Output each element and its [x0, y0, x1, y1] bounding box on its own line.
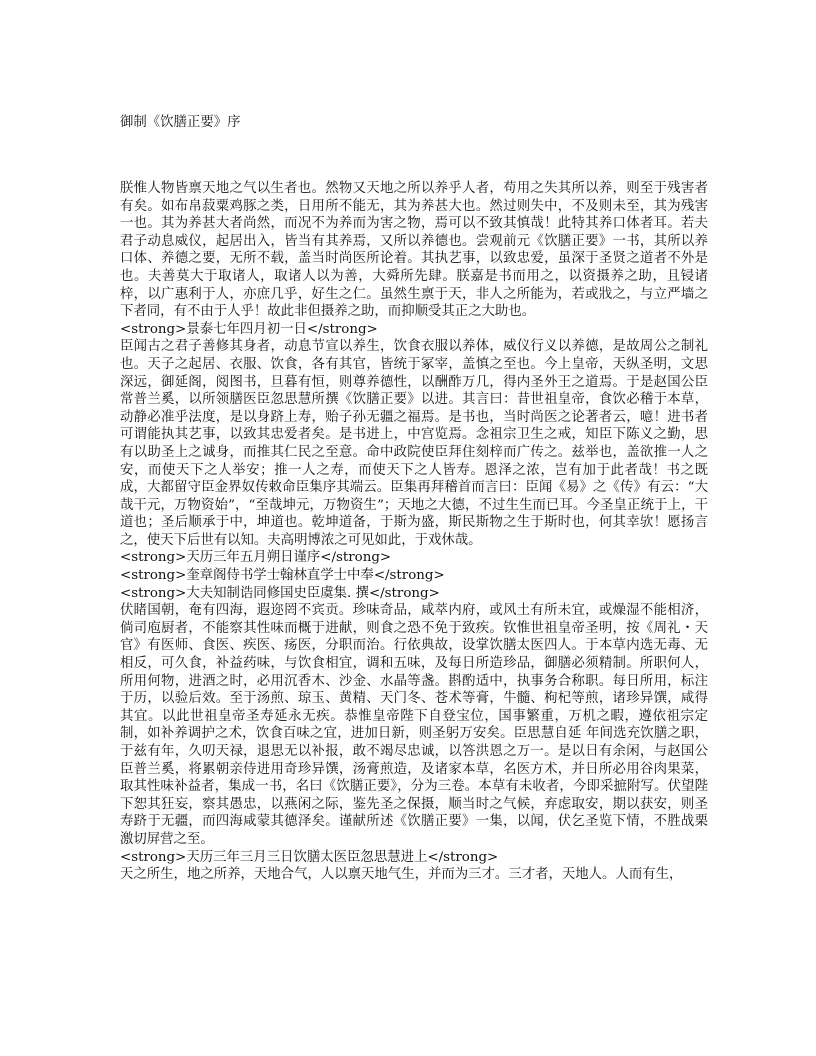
document-body	[120, 180, 708, 884]
date-line: <strong>景泰七年四月初一日</strong>	[120, 321, 378, 337]
main-text-paragraph: 天之所生，地之所养，天地合气，人以禀天地气生，并而为三才。三才者，天地人。人而有生，	[120, 867, 683, 883]
document-title: 御制《饮膳正要》序	[120, 115, 241, 130]
author-line: <strong>大夫知制诰同修国史臣虞集. 撰</strong>	[120, 585, 440, 601]
author-line: <strong>奎章阁侍书学士翰林直学士中奉</strong>	[120, 568, 445, 584]
date-line: <strong>天历三年五月朔日谨序</strong>	[120, 550, 392, 566]
preface-paragraph: 朕惟人物皆禀天地之气以生者也。然物又天地之所以养乎人者，苟用之失其所以养，则至于残害者有矣。如布帛菽粟鸡豚之类，日用所不能无，其为养甚大也。然过则失中，不及则未至，其为残害一也。其为养甚大者尚然，而况不为养而为害之物，焉可以不致其慎哉！此特其养口体者耳。若夫君子动息威仪，起居出入，皆当有其养焉，又所以养德也。尝观前元《饮膳正要》一书，其所以养口体、养德之要，无所不载，盖当时尚医所论着。其执艺事，以致忠爱，虽深于圣贤之道者不外是也。夫善莫大于取诸人，取诸人以为善，大舜所先肆。朕嘉是书而用之，以资摄养之助，且锓诸梓，以广惠利于人，亦庶几乎，好生之仁。虽然生禀于天，非人之所能为，若或戕之，与立严墙之下者同，有不由于人乎！故此非但摄养之助，而抑顺受其正之大助也。	[120, 181, 708, 320]
preface-paragraph: 臣闻古之君子善修其身者，动息节宣以养生，饮食衣服以养体，威仪行义以养德，是故周公之制礼也。天子之起居、衣服、饮食，各有其官，皆统于冢宰，盖慎之至也。今上皇帝，天纵圣明，文思深远，御延阁，阅图书，旦暮有恒，则尊养德性，以酬酢万几，得内圣外王之道焉。于是赵国公臣常普兰奚，以所领膳医臣忽思慧所撰《饮膳正要》以进。其言曰：昔世祖皇帝，食饮必稽于本草，动静必准乎法度，是以身跻上寿，贻子孙无疆之福焉。是书也，当时尚医之论著者云，噫！进书者可谓能执其艺事，以致其忠爱者矣。是书进上，中宫览焉。念祖宗卫生之戒，知臣下陈义之勤，思有以助圣上之诚身，而推其仁民之至意。命中政院使臣拜住刻梓而广传之。兹举也，盖欲推一人之安，而使天下之人举安；推一人之寿，而使天下之人皆寿。恩泽之浓，岂有加于此者哉！书之既成，大都留守臣金界奴传敕命臣集序其端云。臣集再拜稽首而言曰：臣闻《易》之《传》有云：“大哉干元，万物资始”，“至哉坤元，万物资生”；天地之大德，不过生生而已耳。今圣皇正统于上，干道也；圣后顺承于中，坤道也。乾坤道备，于斯为盛，斯民斯物之生于斯时也，何其幸欤！愿扬言之，使天下后世有以知。夫高明博浓之可见如此，于戏休哉。	[120, 339, 708, 548]
preface-paragraph: 伏睹国朝，奄有四海，遐迩罔不宾贡。珍味奇品，咸萃内府，或风土有所未宜，或燥湿不能相济，倘司庖厨者，不能察其性味而概于进献，则食之恐不免于致疾。钦惟世祖皇帝圣明，按《周礼・天官》有医师、食医、疾医、疡医，分职而治。行依典故，设掌饮膳太医四人。于本草内选无毒、无相反，可久食，补益药味，与饮食相宜，调和五味，及每日所造珍品，御膳必须精制。所职何人，所用何物，进酒之时，必用沉香木、沙金、水晶等盏。斟酌适中，执事务合称职。每日所用，标注于历，以验后效。至于汤煎、琼玉、黄精、天门冬、苍术等膏，牛髓、枸杞等煎，诸珍异馔，咸得其宜。以此世祖皇帝圣寿延永无疾。恭惟皇帝陛下自登宝位，国事繁重，万机之暇，遵依祖宗定制，如补养调护之术，饮食百味之宜，进加日新，则圣躬万安矣。臣思慧自延 年间选充饮膳之职，于兹有年，久叨天禄，退思无以补报，敢不竭尽忠诚，以答洪恩之万一。是以日有余闲，与赵国公臣普兰奚，将累朝亲侍进用奇珍异馔，汤膏煎造，及诸家本草，名医方术，并日所必用谷肉果菜，取其性味补益者，集成一书，名曰《饮膳正要》，分为三卷。本草有未收者，今即采摭附写。伏望陛下恕其狂妄，察其愚忠，以燕闲之际，鉴先圣之保摄，顺当时之气候，弃虑取安，期以获安，则圣寿跻于无疆，而四海咸蒙其德泽矣。谨献所述《饮膳正要》一集，以闻，伏乞圣览下情，不胜战栗激切屏营之至。	[120, 603, 708, 847]
date-line: <strong>天历三年三月三日饮膳太医臣忽思慧进上</strong>	[120, 849, 499, 865]
